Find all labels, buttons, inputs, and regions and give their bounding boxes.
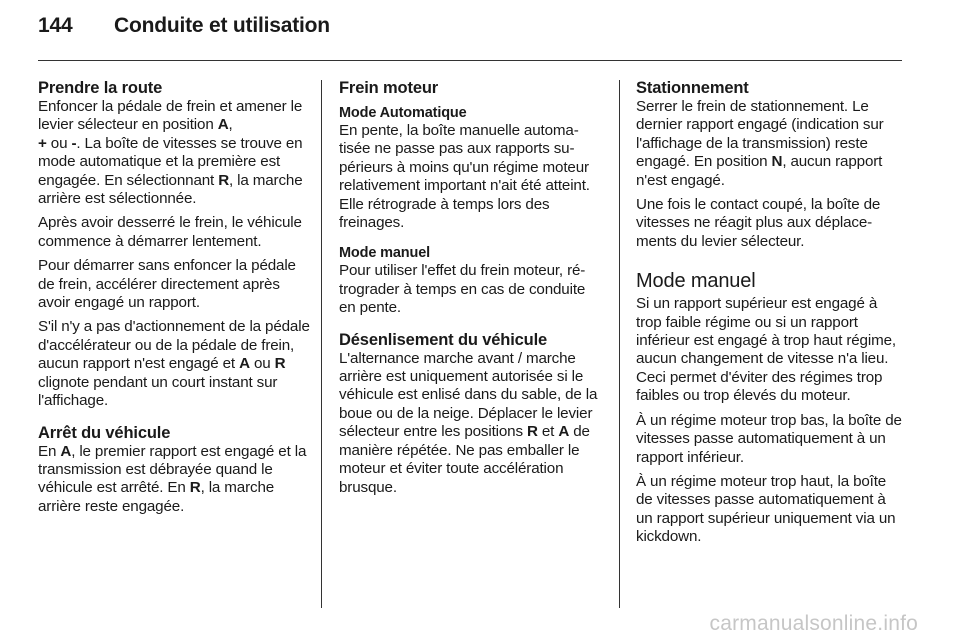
paragraph: En A, le premier rapport est engagé et la transmission est débrayée quand le véhicule est arrêté. En R, la marche arrière reste engagée. (38, 442, 307, 515)
section-title-mode-manuel: Mode manuel (636, 270, 756, 293)
watermark-text: carmanualsonline.info (709, 612, 918, 635)
paragraph: Serrer le frein de stationnement. Le dernier rapport engagé (indication sur l'affichage de la transmission) reste engagé. En position N, aucun rapport n'est engagé. (636, 98, 884, 189)
page-title: Conduite et utilisation (114, 14, 330, 37)
bold-key-letter: R (274, 355, 286, 373)
bold-key-letter: - (71, 134, 77, 152)
bold-key-letter: A (239, 355, 250, 373)
paragraph: Une fois le contact coupé, la boîte de vitesses ne réagit plus aux déplacements du levier sélecteur. (636, 196, 881, 250)
paragraph: Après avoir desserré le frein, le véhicule commence à démarrer lentement. (38, 214, 302, 250)
bold-key-letter: A (217, 116, 229, 134)
column-3 (636, 78, 904, 553)
bold-key-letter: A (60, 442, 72, 460)
paragraph: À un régime moteur trop bas, la boîte de vitesses passe automatiquement à un rapport inférieur. (636, 411, 902, 466)
page-header (38, 14, 330, 38)
section-title-prendre-la-route: Prendre la route (38, 79, 163, 97)
section-title-stationnement: Stationnement (636, 79, 749, 97)
paragraph: Pour utiliser l'effet du frein moteur, rétrograder à temps en cas de conduite en pente. (339, 262, 586, 317)
subsection-title-mode-automatique: Mode Automatique (339, 105, 467, 121)
column-divider-1 (321, 80, 322, 608)
paragraph: S'il n'y a pas d'actionnement de la pédale d'accélérateur ou de la pédale de frein, aucun rapport n'est engagé et A ou R clignote pendant un court instant sur l'affichage. (38, 318, 310, 410)
paragraph: En pente, la boîte manuelle automatisée ne passe pas aux rapports supérieurs à moins qu'un régime moteur relativement important n'ait été atteint. Elle rétrograde à temps lors des freinages. (339, 122, 590, 232)
page-number: 144 (38, 14, 73, 37)
bold-key-letter: N (771, 153, 783, 171)
bold-key-letter: A (558, 423, 570, 441)
paragraph: Enfoncer la pédale de frein et amener le levier sélecteur en position A, + ou -. La boîte de vitesses se trouve en mode automatique et la première est engagée. En sélectionnant R, la marche arrière est sélectionnée. (38, 98, 303, 208)
column-2 (339, 78, 604, 503)
bold-key-letter: R (218, 171, 230, 189)
section-title-frein-moteur: Frein moteur (339, 79, 439, 97)
paragraph: Si un rapport supérieur est engagé à trop faible régime ou si un rapport inférieur est engagé à trop haut régime, aucun changement de vitesse n'a lieu. Ceci permet d'éviter des régimes trop faibles ou trop élevés du moteur. (636, 295, 896, 405)
bold-key-letter: + (38, 134, 47, 152)
paragraph: L'alternance marche avant / marche arrière est uniquement autorisée si le véhicule est enlisé dans du sable, de la boue ou de la neige. Déplacer le levier sélecteur entre les positions R et A de manière répétée. Ne pas emballer le moteur et éviter toute accélération brusque. (339, 349, 598, 496)
bold-key-letter: R (189, 479, 201, 497)
section-title-arret-du-vehicule: Arrêt du véhicule (38, 423, 171, 442)
subsection-title-mode-manuel: Mode manuel (339, 245, 430, 262)
bold-key-letter: R (526, 423, 538, 441)
column-divider-2 (619, 80, 620, 608)
header-rule (38, 60, 902, 61)
paragraph: À un régime moteur trop haut, la boîte de vitesses passe automatiquement à un rapport supérieur uniquement via un kickdown. (636, 472, 896, 546)
column-1 (38, 78, 310, 522)
section-title-desenlisement: Désenlisement du véhicule (339, 330, 548, 349)
paragraph: Pour démarrer sans enfoncer la pédale de frein, accélérer directement après avoir engagé un rapport. (38, 257, 296, 312)
